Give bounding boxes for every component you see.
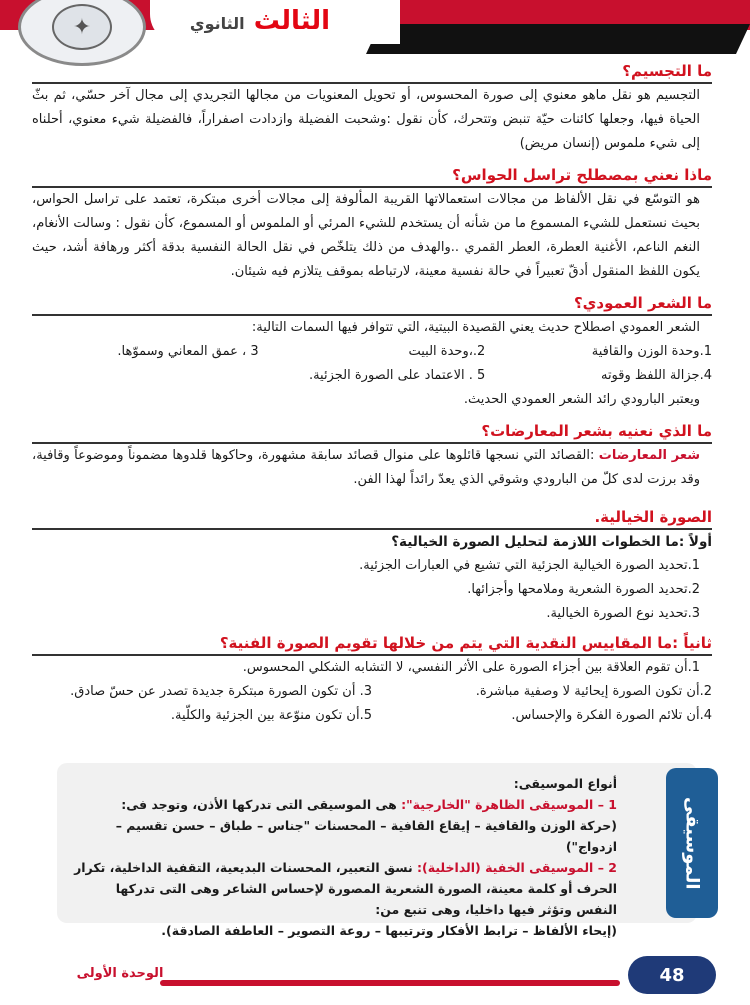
main-content — [32, 52, 712, 728]
grade-title — [180, 6, 340, 36]
list-item: 1.أن تقوم العلاقة بين أجزاء الصورة على الأثر النفسي، لا التشابه الشكلي المحسوس. — [242, 660, 700, 675]
amoudi-list-row-2 — [32, 364, 712, 388]
heading-khayalia: الصورة الخيالية. — [32, 508, 712, 530]
heading-amoudi: ما الشعر العمودي؟ — [32, 294, 712, 316]
list-item: 3. أن تكون الصورة مبتكرة جديدة تصدر عن حسّ صادق. — [70, 684, 372, 699]
heading-muaradat: ما الذي نعنيه بشعر المعارضات؟ — [32, 422, 712, 444]
music-outer-text: هى الموسيقى التى تدركها الأذن، وتوجد فى: — [121, 797, 397, 812]
grade-label: الثالث — [253, 6, 331, 36]
music-inner — [71, 857, 617, 920]
list-item: 1.تحديد الصورة الخيالية الجزئية التي تشيع في العبارات الجزئية. — [359, 558, 700, 573]
list-item: 3 ، عمق المعاني وسموّها. — [117, 344, 259, 359]
footer — [0, 952, 750, 1005]
list-item: 3.تحديد نوع الصورة الخيالية. — [546, 606, 700, 621]
list-item: 5.أن تكون منوّعة بين الجزئية والكلّية. — [170, 708, 372, 723]
amoudi-list-row-1 — [32, 340, 712, 364]
criteria-row-2 — [32, 680, 712, 704]
paragraph-muaradat — [32, 444, 712, 492]
music-title: أنواع الموسيقى: — [513, 776, 617, 791]
seal-center: ✦ — [52, 4, 112, 50]
music-inner-text: نسق التعبير، المحسنات البديعية، التقفية الداخلية، تكرار الحرف أو كلمة معينة، الصورة الشعرية المصورة لإحساس الشاعر وهى التى تدركها النفس وتؤثر فيها داخليا، وهى تنبع من: — [74, 860, 617, 917]
list-item: 2.،وحدة البيت — [408, 344, 486, 359]
list-item: 5 . الاعتماد على الصورة الجزئية. — [308, 368, 486, 383]
unit-label: الوحدة الأولى — [76, 966, 164, 981]
page-number: 48 — [628, 956, 716, 994]
paragraph-amoudi-intro: الشعر العمودي اصطلاح حديث يعني القصيدة البيتية، التي تتوافر فيها السمات التالية: — [251, 320, 700, 335]
list-item: 2.أن تكون الصورة إيحائية لا وصفية مباشرة. — [475, 684, 712, 699]
paragraph-tajseem: التجسيم هو نقل ماهو معنوي إلى صورة المحسوس، أو تحويل المعنويات من مجالها التجريدي إلى مجال آخر حسّي، ثم بثّ الحياة فيها، وجعلها كائنات حيّة تنبض وتتحرك، كأن نقول :وشحبت الفضيلة وازدادت اصفراراً، فالفضيلة شيء معنوي، أحلناه إلى شيء ملموس (إنسان مريض) — [32, 88, 700, 151]
music-inner-title: 2 – الموسيقى الخفية (الداخلية): — [417, 860, 617, 875]
term-muaradat: شعر المعارضات — [598, 448, 700, 463]
music-outer-items: (حركة الوزن والقافية – إيقاع القافية – المحسنات "جناس – طباق – حسن تقسيم – ازدواج") — [115, 818, 617, 854]
heading-khayalia-2: ثانياً :ما المقاييس النقدية التي يتم من خلالها تقويم الصورة الفنية؟ — [32, 634, 712, 656]
heading-tajseem: ما التجسيم؟ — [32, 62, 712, 84]
music-box — [57, 763, 697, 938]
header-dark-stripe — [366, 24, 750, 54]
music-side-label: الموسيقى — [666, 768, 718, 918]
question-khayalia-1: أولاً :ما الخطوات اللازمة لتحليل الصورة الخيالية؟ — [391, 534, 712, 550]
list-item: 2.تحديد الصورة الشعرية وملامحها وأجزائها. — [467, 582, 700, 597]
list-item: 4.جزالة اللفظ وقوته — [600, 368, 712, 383]
level-label: الثانوي — [189, 14, 245, 33]
music-outer — [71, 794, 617, 815]
paragraph-amoudi-note: ويعتبر البارودي رائد الشعر العمودي الحديث. — [463, 392, 700, 407]
list-item: 1.وحدة الوزن والقافية — [591, 344, 712, 359]
paragraph-tarasul: هو التوسّع في نقل الألفاظ من مجالات استعمالاتها القريبة المألوفة إلى مجالات أخرى مبتكرة، تعتمد على تراسل الحواس، بحيث نستعمل للشيء المسموع ما من شأنه أن يستخدم للشيء المرئي أو الملموس أو المسموع، كأن نقول : وسالت الأنغام، النغم الناعم، الأغنية العطرة، العطر القمري ..والهدف من ذلك يتلخّص في نقل الحالة النفسية بدقة أكثر ورهافة أشد، حيث يكون اللفظ المنقول أدقّ تعبيراً في حالة نفسية معينة، لارتباطه بموقف يتلازم فيه شيئان. — [32, 192, 700, 279]
music-outer-title: 1 – الموسيقى الظاهرة "الخارجية": — [401, 797, 617, 812]
list-item: 4.أن تلائم الصورة الفكرة والإحساس. — [511, 708, 712, 723]
definition-muaradat: :القصائد التي نسجها قائلوها على منوال قصائد سابقة مشهورة، وحاكوها قلدوها مضموناً وموضوعاً وقافية، وقد برزت لدى كلّ من البارودي وشوقي الذي يعدّ رائداً لهذا الفن. — [32, 448, 700, 487]
criteria-row-3 — [32, 704, 712, 728]
footer-line — [160, 980, 620, 986]
heading-tarasul: ماذا نعني بمصطلح تراسل الحواس؟ — [32, 166, 712, 188]
music-inner-items: (إيحاء الألفاظ – ترابط الأفكار وترتيبها – روعة التصوير – العاطفة الصادقة). — [161, 923, 617, 938]
